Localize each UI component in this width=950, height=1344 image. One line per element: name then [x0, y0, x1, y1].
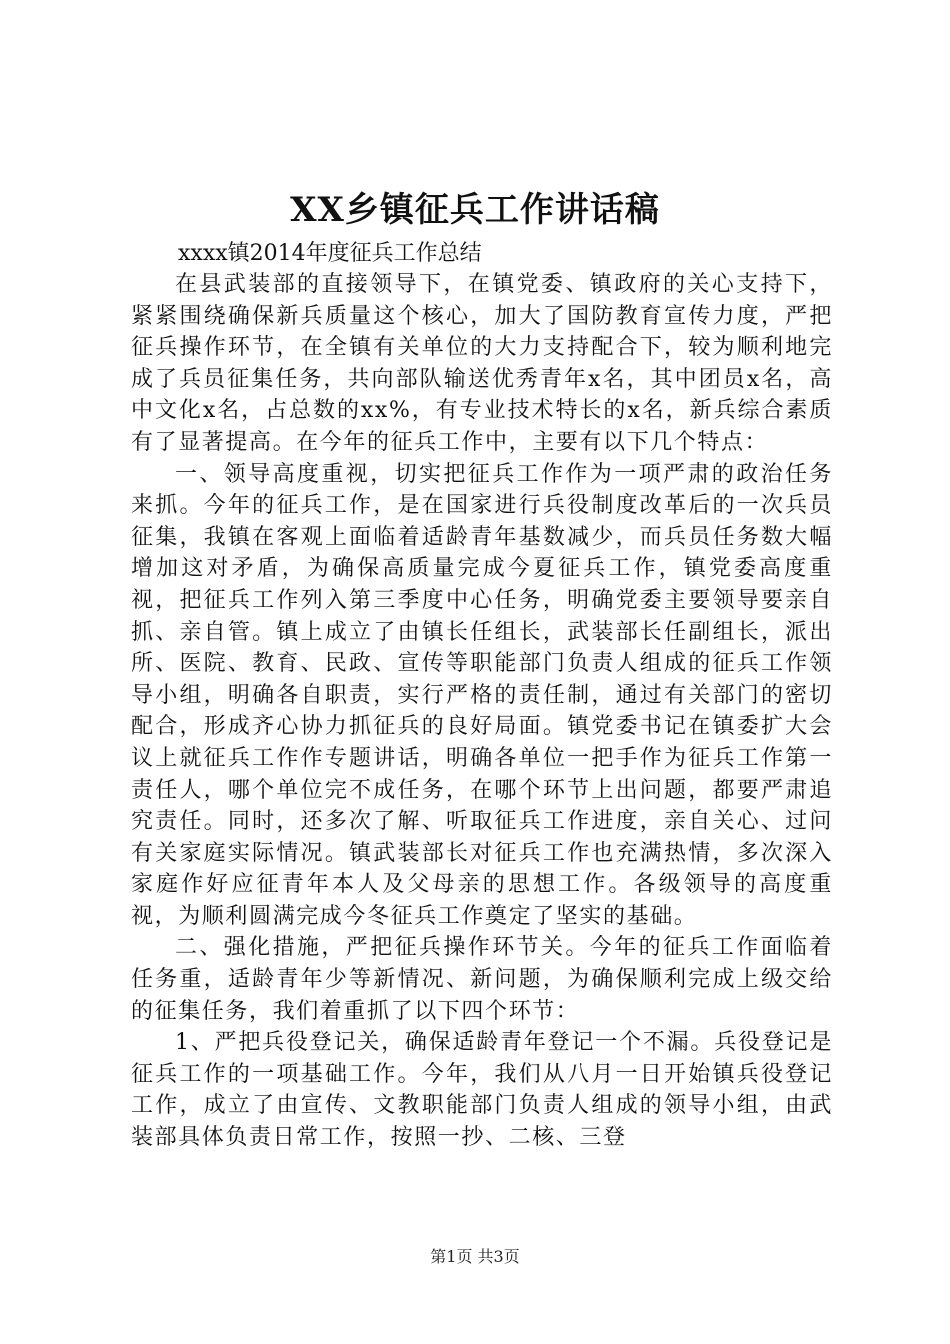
document-subtitle: xxxx镇2014年度征兵工作总结 [178, 241, 482, 266]
document-title: XX乡镇征兵工作讲话稿 [290, 190, 660, 230]
document-body [131, 269, 833, 1154]
page-footer [0, 1246, 950, 1268]
paragraph-leadership: 一、领导高度重视，切实把征兵工作作为一项严肃的政治任务来抓。今年的征兵工作，是在国家进行兵役制度改革后的一次兵员征集，我镇在客观上面临着适龄青年基数减少，而兵员任务数大幅增加这对矛盾，为确保高质量完成今夏征兵工作，镇党委高度重视，把征兵工作列入第三季度中心任务，明确党委主要领导要亲自抓、亲自管。镇上成立了由镇长任组长，武装部长任副组长，派出所、医院、教育、民政、宣传等职能部门负责人组成的征兵工作领导小组，明确各自职责，实行严格的责任制，通过有关部门的密切配合，形成齐心协力抓征兵的良好局面。镇党委书记在镇委扩大会议上就征兵工作作专题讲话，明确各单位一把手作为征兵工作第一责任人，哪个单位完不成任务，在哪个环节上出问题，都要严肃追究责任。同时，还多次了解、听取征兵工作进度，亲自关心、过问有关家庭实际情况。镇武装部长对征兵工作也充满热情，多次深入家庭作好应征青年本人及父母亲的思想工作。各级领导的高度重视，为顺利圆满完成今冬征兵工作奠定了坚实的基础。 [131, 461, 833, 929]
paragraph-intro: 在县武装部的直接领导下，在镇党委、镇政府的关心支持下，紧紧围绕确保新兵质量这个核心，加大了国防教育宣传力度，严把征兵操作环节，在全镇有关单位的大力支持配合下，较为顺利地完成了兵员征集任务，共向部队输送优秀青年x名，其中团员x名，高中文化x名，占总数的xx%，有专业技术特长的x名，新兵综合素质有了显著提高。在今年的征兵工作中，主要有以下几个特点： [131, 272, 833, 455]
paragraph-registration: 1、严把兵役登记关，确保适龄青年登记一个不漏。兵役登记是征兵工作的一项基础工作。今年，我们从八月一日开始镇兵役登记工作，成立了由宣传、文教职能部门负责人组成的领导小组，由武装部具体负责日常工作，按照一抄、二核、三登 [131, 1030, 833, 1151]
paragraph-measures: 二、强化措施，严把征兵操作环节关。今年的征兵工作面临着任务重，适龄青年少等新情况、新问题，为确保顺利完成上级交给的征集任务，我们着重抓了以下四个环节： [131, 935, 833, 1024]
page-number-indicator: 第1页 共3页 [430, 1247, 520, 1266]
